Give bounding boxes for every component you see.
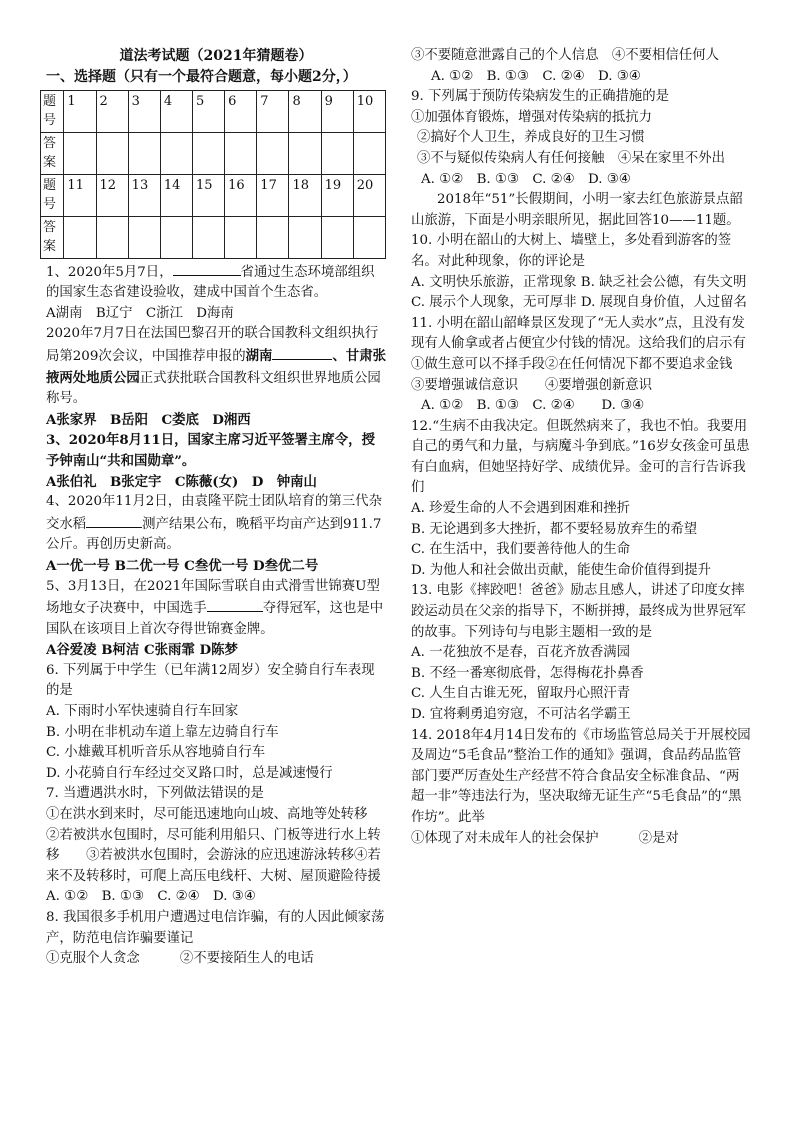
q13-option-d: D. 宜将剩勇追穷寇，不可沽名学霸王 bbox=[411, 707, 631, 722]
question-6: 6. 下列属于中学生（已年满12周岁）安全骑自行车表现的是 bbox=[46, 662, 375, 699]
grid-number: 8 bbox=[289, 90, 321, 132]
q5-options: A谷爱凌 B柯洁 C张雨霏 D陈梦 bbox=[46, 642, 238, 659]
q8-line-2: ③不要随意泄露自己的个人信息 ④不要相信任何人 bbox=[411, 48, 719, 63]
question-10: 10. 小明在韶山的大树上、墙壁上，多处看到游客的签名。对此种现象，你的评论是 bbox=[411, 233, 732, 269]
question-2 bbox=[46, 324, 386, 409]
answer-cell[interactable] bbox=[353, 132, 385, 174]
q13-option-b: B. 不经一番寒彻底骨，怎得梅花扑鼻香 bbox=[411, 665, 644, 681]
q7-body: ①在洪水到来时，尽可能迅速地向山坡、高地等处转移 ②若被洪水包围时，尽可能利用船只、门板等进行水上转移 ③若被洪水包围时，会游泳的应迅速游泳转移④若来不及转移时，可爬上高压电线杆、大树、屋顶避险待援 bbox=[46, 807, 395, 884]
grid-number: 5 bbox=[192, 90, 224, 132]
exam-title: 道法考试题（2021年猜题卷） bbox=[119, 48, 313, 64]
q7-options: A. ①② B. ①③ C. ②④ D. ③④ bbox=[46, 889, 256, 905]
section-heading: 一、选择题（只有一个最符合题意，每小题2分，） bbox=[46, 69, 357, 85]
q4-options: A一优一号 B二优一号 C叁优一号 D叁优二号 bbox=[46, 557, 319, 574]
answer-cell[interactable] bbox=[128, 132, 160, 174]
answer-grid bbox=[40, 90, 386, 259]
q12-option-d: D. 为他人和社会做出贡献，能使生命价值得到提升 bbox=[411, 562, 711, 578]
answer-cell[interactable] bbox=[257, 216, 289, 258]
q9-line-3: ③不与疑似传染病人有任何接触 ④呆在家里不外出 bbox=[417, 150, 725, 166]
q2-bold-2: 、甘肃张掖两处地质公园 bbox=[46, 347, 386, 386]
question-12: 12.“生病不由我决定。但既然病来了，我也不怕。我要用自己的勇气和力量，与病魔斗争到底。”16岁女孩金可虽患有白血病，但她坚持好学、成绩优异。金可的言行告诉我们 bbox=[411, 418, 750, 496]
answer-cell[interactable] bbox=[96, 216, 128, 258]
answer-cell[interactable] bbox=[353, 216, 385, 258]
grid-number: 2 bbox=[96, 90, 128, 132]
q4-stem-post: 测产结果公布，晚稻平均亩产达到911.7公斤。再创历史新高。 bbox=[46, 516, 382, 553]
q4-blank bbox=[86, 513, 142, 528]
answer-cell[interactable] bbox=[192, 216, 224, 258]
q6-option-a: A. 下雨时小军快速骑自行车回家 bbox=[46, 704, 239, 720]
grid-number: 18 bbox=[289, 174, 321, 216]
answer-cell[interactable] bbox=[289, 216, 321, 258]
grid-number: 20 bbox=[353, 174, 385, 216]
answer-cell[interactable] bbox=[289, 132, 321, 174]
q1-stem-pre: 1、2020年5月7日， bbox=[46, 264, 173, 280]
q9-options: A. ①② B. ①③ C. ②④ D. ③④ bbox=[421, 171, 631, 187]
grid-number: 15 bbox=[192, 174, 224, 216]
grid-number: 14 bbox=[160, 174, 192, 216]
q2-stem-pre: 2020年7月7日在法国巴黎召开的联合国教科文组织执行局第209次会议，中国推荐申报的 bbox=[46, 326, 379, 364]
answer-cell[interactable] bbox=[96, 132, 128, 174]
answer-cell[interactable] bbox=[160, 216, 192, 258]
grid-number: 4 bbox=[160, 90, 192, 132]
q2-bold-1: 湖南 bbox=[245, 347, 273, 364]
grid-label: 答案 bbox=[41, 216, 64, 258]
grid-number: 9 bbox=[321, 90, 353, 132]
q14-line-1: ①体现了对未成年人的社会保护 ②是对 bbox=[411, 830, 679, 846]
q5-blank bbox=[207, 597, 263, 612]
q12-option-a: A. 珍爱生命的人不会遇到困难和挫折 bbox=[411, 501, 631, 517]
q11-options: A. ①② B. ①③ C. ②④ D. ③④ bbox=[421, 398, 645, 414]
grid-label: 答案 bbox=[41, 132, 64, 174]
q2-blank bbox=[272, 345, 332, 360]
grid-row-numbers-b bbox=[41, 174, 386, 216]
q2-options: A张家界 B岳阳 C娄底 D湘西 bbox=[46, 411, 251, 428]
grid-row-numbers-a bbox=[41, 90, 386, 132]
grid-row-answers-a bbox=[41, 132, 386, 174]
question-11: 11. 小明在韶山韶峰景区发现了“无人卖水”点，且没有发现有人偷拿或者占便宜少付钱的情况。这给我们的启示有 bbox=[411, 315, 746, 352]
grid-number: 19 bbox=[321, 174, 353, 216]
question-7: 7. 当遭遇洪水时，下列做法错误的是 bbox=[46, 786, 264, 802]
q1-options: A湖南 B辽宁 C浙江 D海南 bbox=[46, 305, 234, 321]
answer-cell[interactable] bbox=[128, 216, 160, 258]
answer-cell[interactable] bbox=[64, 132, 96, 174]
grid-label: 题号 bbox=[41, 174, 64, 216]
grid-label: 题号 bbox=[41, 90, 64, 132]
answer-cell[interactable] bbox=[225, 132, 257, 174]
grid-number: 16 bbox=[225, 174, 257, 216]
answer-cell[interactable] bbox=[192, 132, 224, 174]
question-1 bbox=[46, 261, 386, 304]
q5-stem-pre: 5、3月13日，在2021年国际雪联自由式滑雪世锦赛U型场地女子决赛中，中国选手 bbox=[46, 578, 380, 617]
question-8: 8. 我国很多手机用户遭遇过电信诈骗，有的人因此倾家荡产，防范电信诈骗要谨记 bbox=[46, 910, 385, 946]
grid-number: 17 bbox=[257, 174, 289, 216]
q1-blank bbox=[173, 261, 241, 276]
answer-cell[interactable] bbox=[321, 216, 353, 258]
grid-row-answers-b bbox=[41, 216, 386, 258]
question-9: 9. 下列属于预防传染病发生的正确措施的是 bbox=[411, 89, 670, 105]
q8-line-1: ①克服个人贪念 ②不要接陌生人的电话 bbox=[46, 951, 314, 967]
q5-stem-post: 夺得冠军，这也是中国队在该项目上首次夺得世锦赛金牌。 bbox=[46, 601, 384, 637]
question-13: 13. 电影《摔跤吧！爸爸》励志且感人，讲述了印度女摔跤运动员在父亲的指导下，不断拼搏，最终成为世界冠军的故事。下列诗句与电影主题相一致的是 bbox=[411, 583, 746, 640]
grid-number: 10 bbox=[353, 90, 385, 132]
q2-stem-post: 正式获批联合国教科文组织世界地质公园称号。 bbox=[46, 370, 381, 407]
answer-cell[interactable] bbox=[160, 132, 192, 174]
grid-number: 12 bbox=[96, 174, 128, 216]
q6-option-d: D. 小花骑自行车经过交叉路口时，总是减速慢行 bbox=[46, 765, 333, 781]
grid-number: 6 bbox=[225, 90, 257, 132]
q12-option-b: B. 无论遇到多大挫折，都不要轻易放弃生的希望 bbox=[411, 521, 698, 537]
question-5 bbox=[46, 577, 386, 641]
q6-option-c: C. 小雄戴耳机听音乐从容地骑自行车 bbox=[46, 745, 266, 761]
answer-cell[interactable] bbox=[257, 132, 289, 174]
grid-number: 11 bbox=[64, 174, 96, 216]
q10-options: A. 文明快乐旅游，正常现象 B. 缺乏社会公德，有失文明 C. 展示个人现象，无可厚非 D. 展现自身价值，人过留名 bbox=[411, 274, 747, 311]
q3-options: A张伯礼 B张定宇 C陈薇(女) D 钟南山 bbox=[46, 473, 317, 490]
left-column bbox=[43, 46, 395, 970]
q11-body: ①做生意可以不择手段②在任何情况下都不要追求金钱 ③要增强诚信意识 ④要增强创新意识 bbox=[411, 356, 760, 393]
q9-line-1: ①加强体育锻炼，增强对传染病的抵抗力 bbox=[411, 109, 653, 125]
grid-number: 3 bbox=[128, 90, 160, 132]
q1-stem-post: 省通过生态环境部组织的国家生态省建设验收，建成中国首个生态省。 bbox=[46, 264, 375, 301]
q13-option-c: C. 人生自古谁无死，留取丹心照汗青 bbox=[411, 686, 631, 702]
grid-number: 13 bbox=[128, 174, 160, 216]
q6-option-b: B. 小明在非机动车道上靠左边骑自行车 bbox=[46, 724, 279, 740]
question-14: 14. 2018年4月14日发布的《市场监管总局关于开展校园及周边“5毛食品”整治工作的通知》强调，食品药品监管部门要严厉查处生产经营不符合食品安全标准食品、“两超一非”等违法行为，坚决取缔无证生产“5毛食品”的“黑作坊”。此举 bbox=[411, 727, 751, 825]
answer-cell[interactable] bbox=[64, 216, 96, 258]
question-4 bbox=[46, 492, 386, 556]
right-column bbox=[411, 46, 760, 849]
grid-number: 7 bbox=[257, 90, 289, 132]
grid-number: 1 bbox=[64, 90, 96, 132]
q9-line-2: ②搞好个人卫生，养成良好的卫生习惯 bbox=[417, 130, 645, 146]
answer-cell[interactable] bbox=[321, 132, 353, 174]
q13-option-a: A. 一花独放不是春，百花齐放香满园 bbox=[411, 645, 631, 661]
q4-stem-pre: 4、2020年11月2日，由袁隆平院士团队培育的第三代杂交水稻 bbox=[46, 494, 382, 532]
question-3: 3、2020年8月11日，国家主席习近平签署主席令，授予钟南山“共和国勋章”。 bbox=[46, 432, 375, 469]
q12-option-c: C. 在生活中，我们要善待他人的生命 bbox=[411, 542, 631, 558]
intro-10-11: 2018年“51”长假期间，小明一家去红色旅游景点韶山旅游，下面是小明亲眼所见，据此回答10——11题。 bbox=[411, 192, 743, 228]
q8-options: A. ①② B. ①③ C. ②④ D. ③④ bbox=[431, 68, 641, 84]
answer-cell[interactable] bbox=[225, 216, 257, 258]
